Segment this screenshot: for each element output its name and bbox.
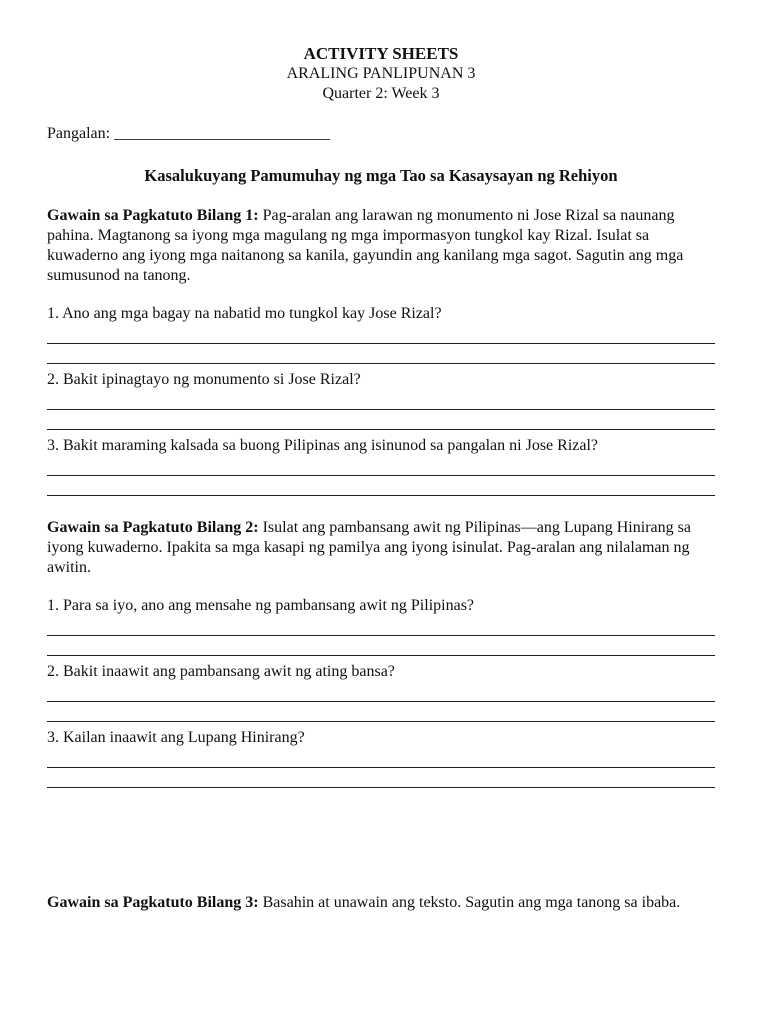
- answer-line: [47, 702, 715, 722]
- answer-line: [47, 636, 715, 656]
- name-field: [47, 124, 715, 144]
- answer-line: [47, 748, 715, 768]
- quarter-week: Quarter 2: Week 3: [322, 85, 440, 102]
- answer-line: [47, 390, 715, 410]
- subject-name: ARALING PANLIPUNAN 3: [286, 65, 476, 82]
- question-text: 2. Bakit inaawit ang pambansang awit ng ating bansa?: [47, 663, 395, 680]
- activity-3-label: Gawain sa Pagkatuto Bilang 3:: [47, 894, 259, 911]
- activity-1-questions: [47, 304, 715, 496]
- activity-2-label: Gawain sa Pagkatuto Bilang 2:: [47, 519, 259, 536]
- activity-2-text: Isulat ang pambansang awit ng Pilipinas—ang Lupang Hinirang sa iyong kuwaderno. Ipakita sa mga kasapi ng pamilya ang iyong isinulat. Pag-aralan ang nilalaman ng awitin.: [47, 519, 691, 576]
- question-text: 1. Para sa iyo, ano ang mensahe ng pambansang awit ng Pilipinas?: [47, 597, 475, 614]
- answer-line: [47, 410, 715, 430]
- answer-line: [47, 344, 715, 364]
- answer-line: [47, 456, 715, 476]
- activity-1-text: Pag-aralan ang larawan ng monumento ni Jose Rizal sa naunang pahina. Magtanong sa iyong mga magulang ng mga impormasyon tungkol kay Rizal. Isulat sa kuwaderno ang iyong mga naitanong sa kanila, gayundin ang kanilang mga sagot. Sagutin ang mga sumusunod na tanong.: [47, 207, 684, 284]
- lesson-title: Kasalukuyang Pamumuhay ng mga Tao sa Kasaysayan ng Rehiyon: [144, 166, 618, 185]
- question-block: [47, 370, 715, 430]
- name-blank: ___________________________: [114, 125, 331, 142]
- activity-3-text: Basahin at unawain ang teksto. Sagutin ang mga tanong sa ibaba.: [262, 894, 681, 911]
- answer-line: [47, 682, 715, 702]
- answer-line: [47, 324, 715, 344]
- activity-1-instructions: [47, 206, 715, 286]
- question-block: [47, 436, 715, 496]
- question-text: 1. Ano ang mga bagay na nabatid mo tungkol kay Jose Rizal?: [47, 305, 442, 322]
- question-text: 3. Bakit maraming kalsada sa buong Pilipinas ang isinunod sa pangalan ni Jose Rizal?: [47, 437, 599, 454]
- sheet-title: ACTIVITY SHEETS: [303, 44, 459, 63]
- answer-line: [47, 768, 715, 788]
- activity-2-instructions: [47, 518, 715, 578]
- activity-1-label: Gawain sa Pagkatuto Bilang 1:: [47, 207, 259, 224]
- question-block: [47, 728, 715, 788]
- blank-space: [47, 788, 715, 873]
- sheet-header: [47, 44, 715, 104]
- question-block: [47, 304, 715, 364]
- question-text: 3. Kailan inaawit ang Lupang Hinirang?: [47, 729, 305, 746]
- name-label: Pangalan:: [47, 125, 111, 142]
- answer-line: [47, 476, 715, 496]
- question-block: [47, 596, 715, 656]
- activity-3-instructions: [47, 893, 715, 913]
- activity-2-questions: [47, 596, 715, 788]
- answer-line: [47, 616, 715, 636]
- question-block: [47, 662, 715, 722]
- question-text: 2. Bakit ipinagtayo ng monumento si Jose Rizal?: [47, 371, 361, 388]
